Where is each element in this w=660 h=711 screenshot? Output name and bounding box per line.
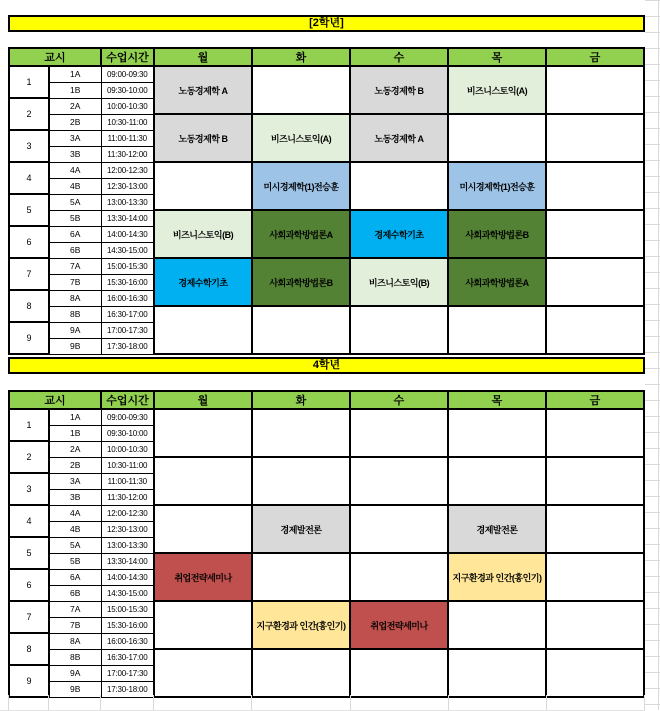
slot-time-cell[interactable]: 11:00-11:30 bbox=[101, 473, 154, 489]
period-number-cell[interactable]: 1 bbox=[9, 66, 49, 98]
slot-code-cell[interactable]: 6A bbox=[49, 226, 101, 242]
empty-class-cell[interactable] bbox=[448, 114, 546, 162]
slot-code-cell[interactable]: 1B bbox=[49, 82, 101, 98]
col-header-period[interactable]: 교시 bbox=[9, 48, 101, 66]
slot-code-cell[interactable]: 1A bbox=[49, 66, 101, 82]
slot-code-cell[interactable]: 4B bbox=[49, 521, 101, 537]
slot-time-cell[interactable]: 12:30-13:00 bbox=[101, 521, 154, 537]
period-number-cell[interactable]: 5 bbox=[9, 537, 49, 569]
empty-class-cell[interactable] bbox=[546, 114, 644, 162]
timetable-grade2 bbox=[8, 47, 645, 355]
grade4-banner-label: 4학년 bbox=[312, 359, 341, 371]
slot-code-cell[interactable]: 4B bbox=[49, 178, 101, 194]
class-cell[interactable]: 비즈니스토익(B) bbox=[350, 258, 448, 306]
col-header-day[interactable]: 수 bbox=[350, 391, 448, 409]
empty-class-cell[interactable] bbox=[252, 553, 350, 601]
empty-class-cell[interactable] bbox=[252, 306, 350, 354]
empty-class-cell[interactable] bbox=[252, 409, 350, 457]
slot-time-cell[interactable]: 11:30-12:00 bbox=[101, 146, 154, 162]
class-cell[interactable]: 노동경제학 B bbox=[154, 114, 252, 162]
empty-class-cell[interactable] bbox=[546, 258, 644, 306]
empty-class-cell[interactable] bbox=[448, 409, 546, 457]
class-cell[interactable]: 노동경제학 A bbox=[154, 66, 252, 114]
slot-code-cell[interactable]: 3B bbox=[49, 489, 101, 505]
slot-code-cell[interactable]: 9B bbox=[49, 681, 101, 697]
slot-code-cell[interactable]: 5A bbox=[49, 194, 101, 210]
col-header-day[interactable]: 화 bbox=[252, 391, 350, 409]
slot-code-cell[interactable]: 8B bbox=[49, 306, 101, 322]
empty-class-cell[interactable] bbox=[546, 649, 644, 697]
sheet-gridlines-right bbox=[645, 0, 660, 710]
slot-time-cell[interactable]: 16:30-17:00 bbox=[101, 306, 154, 322]
slot-code-cell[interactable]: 7B bbox=[49, 274, 101, 290]
empty-class-cell[interactable] bbox=[546, 505, 644, 553]
empty-class-cell[interactable] bbox=[546, 210, 644, 258]
slot-time-cell[interactable]: 10:00-10:30 bbox=[101, 98, 154, 114]
class-cell[interactable]: 사회과학방법론A bbox=[252, 210, 350, 258]
col-header-day[interactable]: 월 bbox=[154, 48, 252, 66]
slot-time-cell[interactable]: 12:30-13:00 bbox=[101, 178, 154, 194]
slot-time-cell[interactable]: 10:00-10:30 bbox=[101, 441, 154, 457]
slot-code-cell[interactable]: 9B bbox=[49, 338, 101, 354]
class-cell[interactable]: 사회과학방법론A bbox=[448, 258, 546, 306]
period-number-cell[interactable]: 2 bbox=[9, 441, 49, 473]
slot-code-cell[interactable]: 2A bbox=[49, 441, 101, 457]
class-cell[interactable]: 사회과학방법론B bbox=[252, 258, 350, 306]
slot-code-cell[interactable]: 1A bbox=[49, 409, 101, 425]
class-cell[interactable]: 경제수학기초 bbox=[154, 258, 252, 306]
class-cell[interactable]: 경제발전론 bbox=[252, 505, 350, 553]
class-cell[interactable]: 비즈니스토익(A) bbox=[448, 66, 546, 114]
slot-time-cell[interactable]: 12:00-12:30 bbox=[101, 505, 154, 521]
empty-class-cell[interactable] bbox=[350, 649, 448, 697]
empty-class-cell[interactable] bbox=[350, 457, 448, 505]
slot-time-cell[interactable]: 15:30-16:00 bbox=[101, 617, 154, 633]
col-header-period[interactable]: 교시 bbox=[9, 391, 101, 409]
slot-code-cell[interactable]: 8A bbox=[49, 633, 101, 649]
class-cell[interactable]: 경제수학기초 bbox=[350, 210, 448, 258]
col-header-day[interactable]: 목 bbox=[448, 391, 546, 409]
slot-time-cell[interactable]: 17:30-18:00 bbox=[101, 338, 154, 354]
slot-code-cell[interactable]: 3B bbox=[49, 146, 101, 162]
grade2-banner-label: [2학년] bbox=[309, 17, 344, 29]
class-cell[interactable]: 지구환경과 인간(홍인기) bbox=[252, 601, 350, 649]
empty-class-cell[interactable] bbox=[350, 162, 448, 210]
period-number-cell[interactable]: 4 bbox=[9, 505, 49, 537]
slot-time-cell[interactable]: 17:00-17:30 bbox=[101, 665, 154, 681]
period-number-cell[interactable]: 8 bbox=[9, 290, 49, 322]
sheet-gridlines-bottom bbox=[0, 695, 645, 711]
slot-code-cell[interactable]: 1B bbox=[49, 425, 101, 441]
empty-class-cell[interactable] bbox=[350, 553, 448, 601]
slot-time-cell[interactable]: 14:30-15:00 bbox=[101, 585, 154, 601]
grade4-banner[interactable] bbox=[8, 357, 645, 374]
slot-time-cell[interactable]: 14:30-15:00 bbox=[101, 242, 154, 258]
slot-code-cell[interactable]: 7B bbox=[49, 617, 101, 633]
class-cell[interactable]: 비즈니스토익(B) bbox=[154, 210, 252, 258]
period-number-cell[interactable]: 2 bbox=[9, 98, 49, 130]
slot-time-cell[interactable]: 16:30-17:00 bbox=[101, 649, 154, 665]
empty-class-cell[interactable] bbox=[448, 649, 546, 697]
slot-code-cell[interactable]: 6B bbox=[49, 585, 101, 601]
col-header-day[interactable]: 수 bbox=[350, 48, 448, 66]
slot-code-cell[interactable]: 5B bbox=[49, 210, 101, 226]
slot-time-cell[interactable]: 10:30-11:00 bbox=[101, 114, 154, 130]
slot-time-cell[interactable]: 09:00-09:30 bbox=[101, 66, 154, 82]
empty-class-cell[interactable] bbox=[546, 162, 644, 210]
class-cell[interactable]: 취업전략세미나 bbox=[350, 601, 448, 649]
class-cell[interactable]: 사회과학방법론B bbox=[448, 210, 546, 258]
empty-class-cell[interactable] bbox=[546, 409, 644, 457]
col-header-day[interactable]: 금 bbox=[546, 48, 644, 66]
slot-code-cell[interactable]: 5A bbox=[49, 537, 101, 553]
class-cell[interactable]: 취업전략세미나 bbox=[154, 553, 252, 601]
empty-class-cell[interactable] bbox=[154, 457, 252, 505]
slot-time-cell[interactable]: 16:00-16:30 bbox=[101, 633, 154, 649]
slot-time-cell[interactable]: 14:00-14:30 bbox=[101, 569, 154, 585]
slot-code-cell[interactable]: 3A bbox=[49, 473, 101, 489]
empty-class-cell[interactable] bbox=[252, 66, 350, 114]
slot-time-cell[interactable]: 16:00-16:30 bbox=[101, 290, 154, 306]
slot-code-cell[interactable]: 2A bbox=[49, 98, 101, 114]
slot-time-cell[interactable]: 13:30-14:00 bbox=[101, 553, 154, 569]
empty-class-cell[interactable] bbox=[546, 553, 644, 601]
class-cell[interactable]: 경제발전론 bbox=[448, 505, 546, 553]
empty-class-cell[interactable] bbox=[252, 649, 350, 697]
empty-class-cell[interactable] bbox=[154, 409, 252, 457]
slot-code-cell[interactable]: 8B bbox=[49, 649, 101, 665]
empty-class-cell[interactable] bbox=[546, 601, 644, 649]
slot-time-cell[interactable]: 09:30-10:00 bbox=[101, 82, 154, 98]
class-cell[interactable]: 지구환경과 인간(홍인기) bbox=[448, 553, 546, 601]
col-header-day[interactable]: 월 bbox=[154, 391, 252, 409]
slot-code-cell[interactable]: 9A bbox=[49, 665, 101, 681]
slot-time-cell[interactable]: 10:30-11:00 bbox=[101, 457, 154, 473]
slot-time-cell[interactable]: 15:00-15:30 bbox=[101, 601, 154, 617]
slot-time-cell[interactable]: 11:00-11:30 bbox=[101, 130, 154, 146]
empty-class-cell[interactable] bbox=[350, 505, 448, 553]
empty-class-cell[interactable] bbox=[154, 306, 252, 354]
period-number-cell[interactable]: 7 bbox=[9, 601, 49, 633]
empty-class-cell[interactable] bbox=[154, 162, 252, 210]
period-number-cell[interactable]: 9 bbox=[9, 665, 49, 697]
period-number-cell[interactable]: 7 bbox=[9, 258, 49, 290]
col-header-time[interactable]: 수업시간 bbox=[101, 48, 154, 66]
period-number-cell[interactable]: 8 bbox=[9, 633, 49, 665]
empty-class-cell[interactable] bbox=[448, 457, 546, 505]
slot-code-cell[interactable]: 5B bbox=[49, 553, 101, 569]
empty-class-cell[interactable] bbox=[448, 601, 546, 649]
empty-class-cell[interactable] bbox=[350, 409, 448, 457]
slot-code-cell[interactable]: 2B bbox=[49, 457, 101, 473]
slot-code-cell[interactable]: 4A bbox=[49, 162, 101, 178]
slot-time-cell[interactable]: 17:00-17:30 bbox=[101, 322, 154, 338]
empty-class-cell[interactable] bbox=[154, 601, 252, 649]
slot-time-cell[interactable]: 17:30-18:00 bbox=[101, 681, 154, 697]
slot-time-cell[interactable]: 09:30-10:00 bbox=[101, 425, 154, 441]
slot-code-cell[interactable]: 6B bbox=[49, 242, 101, 258]
period-number-cell[interactable]: 4 bbox=[9, 162, 49, 194]
slot-time-cell[interactable]: 11:30-12:00 bbox=[101, 489, 154, 505]
timetable-grade4 bbox=[8, 390, 645, 698]
slot-time-cell[interactable]: 12:00-12:30 bbox=[101, 162, 154, 178]
slot-time-cell[interactable]: 14:00-14:30 bbox=[101, 226, 154, 242]
class-cell[interactable]: 노동경제학 B bbox=[350, 66, 448, 114]
slot-time-cell[interactable]: 15:00-15:30 bbox=[101, 258, 154, 274]
slot-code-cell[interactable]: 7A bbox=[49, 258, 101, 274]
slot-code-cell[interactable]: 8A bbox=[49, 290, 101, 306]
period-number-cell[interactable]: 9 bbox=[9, 322, 49, 354]
empty-class-cell[interactable] bbox=[448, 306, 546, 354]
class-cell[interactable]: 비즈니스토익(A) bbox=[252, 114, 350, 162]
slot-time-cell[interactable]: 13:30-14:00 bbox=[101, 210, 154, 226]
period-number-cell[interactable]: 3 bbox=[9, 473, 49, 505]
slot-time-cell[interactable]: 13:00-13:30 bbox=[101, 537, 154, 553]
empty-class-cell[interactable] bbox=[154, 649, 252, 697]
slot-code-cell[interactable]: 2B bbox=[49, 114, 101, 130]
class-cell[interactable]: 미시경제학(1)전승훈 bbox=[252, 162, 350, 210]
empty-class-cell[interactable] bbox=[546, 457, 644, 505]
period-number-cell[interactable]: 6 bbox=[9, 569, 49, 601]
col-header-day[interactable]: 화 bbox=[252, 48, 350, 66]
empty-class-cell[interactable] bbox=[252, 457, 350, 505]
period-number-cell[interactable]: 1 bbox=[9, 409, 49, 441]
slot-code-cell[interactable]: 7A bbox=[49, 601, 101, 617]
empty-class-cell[interactable] bbox=[350, 306, 448, 354]
slot-time-cell[interactable]: 13:00-13:30 bbox=[101, 194, 154, 210]
slot-time-cell[interactable]: 15:30-16:00 bbox=[101, 274, 154, 290]
period-number-cell[interactable]: 3 bbox=[9, 130, 49, 162]
period-number-cell[interactable]: 6 bbox=[9, 226, 49, 258]
period-number-cell[interactable]: 5 bbox=[9, 194, 49, 226]
col-header-day[interactable]: 금 bbox=[546, 391, 644, 409]
slot-code-cell[interactable]: 3A bbox=[49, 130, 101, 146]
empty-class-cell[interactable] bbox=[546, 306, 644, 354]
slot-code-cell[interactable]: 6A bbox=[49, 569, 101, 585]
col-header-day[interactable]: 목 bbox=[448, 48, 546, 66]
slot-code-cell[interactable]: 4A bbox=[49, 505, 101, 521]
grade2-banner[interactable] bbox=[8, 15, 645, 32]
col-header-time[interactable]: 수업시간 bbox=[101, 391, 154, 409]
empty-class-cell[interactable] bbox=[546, 66, 644, 114]
class-cell[interactable]: 노동경제학 A bbox=[350, 114, 448, 162]
slot-code-cell[interactable]: 9A bbox=[49, 322, 101, 338]
class-cell[interactable]: 미시경제학(1)전승훈 bbox=[448, 162, 546, 210]
slot-time-cell[interactable]: 09:00-09:30 bbox=[101, 409, 154, 425]
empty-class-cell[interactable] bbox=[154, 505, 252, 553]
